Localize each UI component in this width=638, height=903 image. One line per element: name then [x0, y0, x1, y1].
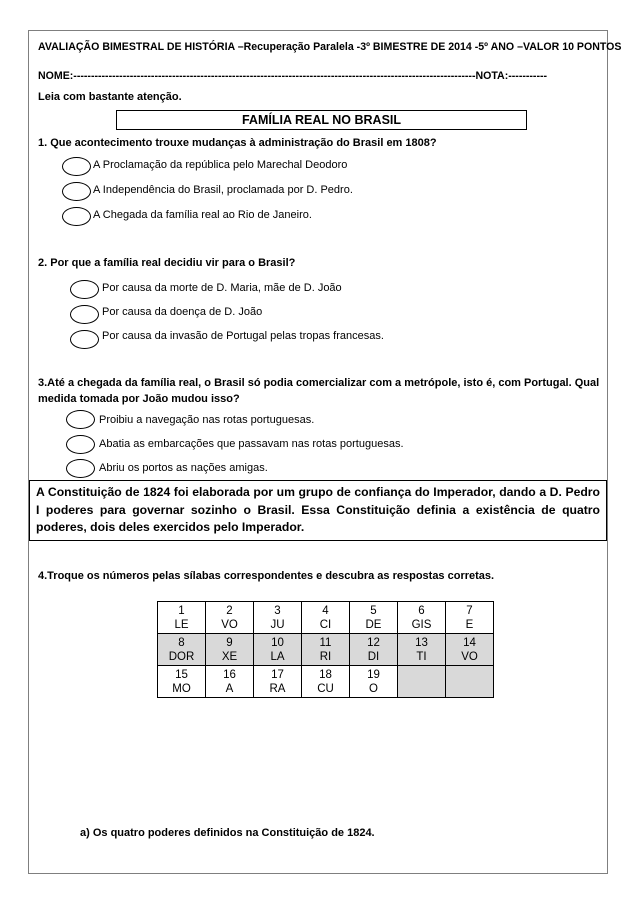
syllable-cell — [350, 666, 398, 698]
answer-bubble[interactable] — [62, 182, 91, 201]
cell-number: 12 — [367, 636, 380, 649]
syllable-cell — [254, 602, 302, 634]
cell-number: 1 — [178, 604, 185, 617]
cell-syllable: CI — [319, 618, 332, 631]
syllable-cell — [398, 634, 446, 666]
question-3-line-1: 3.Até a chegada da família real, o Brasil só podia comercializar com a metrópole, isto é, com Portugal. Qual — [38, 377, 600, 389]
syllable-table — [157, 601, 494, 698]
cell-number: 8 — [178, 636, 185, 649]
cell-number: 9 — [226, 636, 233, 649]
answer-bubble[interactable] — [66, 410, 95, 429]
answer-bubble[interactable] — [62, 207, 91, 226]
cell-number: 19 — [367, 668, 380, 681]
empty-cell — [398, 666, 446, 698]
cell-number: 10 — [271, 636, 284, 649]
option-text: A Independência do Brasil, proclamada por D. Pedro. — [93, 184, 353, 196]
syllable-cell — [158, 634, 206, 666]
syllable-cell — [158, 602, 206, 634]
answer-bubble[interactable] — [70, 330, 99, 349]
cell-number: 6 — [418, 604, 425, 617]
cell-syllable: TI — [416, 650, 427, 663]
cell-syllable: O — [369, 682, 378, 695]
answer-bubble[interactable] — [70, 305, 99, 324]
option-text: Por causa da invasão de Portugal pelas tropas francesas. — [102, 330, 384, 342]
cell-syllable: E — [465, 618, 474, 631]
empty-cell — [446, 666, 494, 698]
syllable-cell — [254, 666, 302, 698]
option-text: Abatia as embarcações que passavam nas rotas portuguesas. — [99, 438, 404, 450]
cell-syllable: DOR — [168, 650, 195, 663]
instruction: Leia com bastante atenção. — [38, 91, 182, 103]
cell-syllable: VO — [221, 618, 238, 631]
syllable-cell — [302, 634, 350, 666]
option-text: Proibiu a navegação nas rotas portuguesas. — [99, 414, 315, 426]
answer-bubble[interactable] — [62, 157, 91, 176]
answer-bubble[interactable] — [66, 435, 95, 454]
cell-syllable: XE — [221, 650, 238, 663]
exam-header: AVALIAÇÃO BIMESTRAL DE HISTÓRIA –Recuperação Paralela -3º BIMESTRE DE 2014 -5º ANO –VALOR 10 PONTOS — [38, 41, 622, 53]
cell-syllable: RA — [269, 682, 286, 695]
option-text: Abriu os portos as nações amigas. — [99, 462, 268, 474]
syllable-cell — [446, 634, 494, 666]
syllable-cell — [158, 666, 206, 698]
syllable-cell — [350, 602, 398, 634]
cell-syllable: A — [225, 682, 234, 695]
syllable-cell — [350, 634, 398, 666]
cell-syllable: CU — [317, 682, 334, 695]
constitution-note: A Constituição de 1824 foi elaborada por um grupo de confiança do Imperador, dando a D. Pedro I poderes para governar sozinho o Brasil. Essa Constituição definia a existência de quatro poderes, dois deles exercidos pelo Imperador. — [29, 480, 607, 541]
option-text: Por causa da morte de D. Maria, mãe de D. João — [102, 282, 342, 294]
cell-number: 15 — [175, 668, 188, 681]
cell-syllable: MO — [172, 682, 191, 695]
syllable-cell — [302, 666, 350, 698]
syllable-cell — [206, 666, 254, 698]
cell-number: 14 — [463, 636, 476, 649]
syllable-cell — [398, 602, 446, 634]
table-row — [158, 634, 494, 666]
syllable-cell — [254, 634, 302, 666]
table-row — [158, 666, 494, 698]
cell-syllable: DE — [365, 618, 382, 631]
cell-number: 3 — [274, 604, 281, 617]
option-text: A Chegada da família real ao Rio de Janeiro. — [93, 209, 312, 221]
cell-syllable: GIS — [411, 618, 432, 631]
cell-syllable: LE — [174, 618, 189, 631]
cell-syllable: VO — [461, 650, 478, 663]
cell-number: 13 — [415, 636, 428, 649]
answer-bubble[interactable] — [70, 280, 99, 299]
cell-syllable: JU — [270, 618, 285, 631]
cell-syllable: LA — [270, 650, 285, 663]
page-border — [28, 30, 608, 874]
section-banner: FAMÍLIA REAL NO BRASIL — [116, 110, 527, 130]
question-1: 1. Que acontecimento trouxe mudanças à administração do Brasil em 1808? — [38, 137, 437, 149]
syllable-cell — [302, 602, 350, 634]
cell-number: 16 — [223, 668, 236, 681]
syllable-cell — [446, 602, 494, 634]
cell-number: 17 — [271, 668, 284, 681]
cell-syllable: DI — [367, 650, 380, 663]
syllable-cell — [206, 602, 254, 634]
question-2: 2. Por que a família real decidiu vir para o Brasil? — [38, 257, 296, 269]
name-grade-line: NOME:------------------------------------------------------------------------------------------------------------------NOTA:----------- — [38, 70, 548, 82]
sub-question-a: a) Os quatro poderes definidos na Constituição de 1824. — [80, 827, 375, 839]
cell-number: 5 — [370, 604, 377, 617]
cell-syllable: RI — [319, 650, 332, 663]
option-text: A Proclamação da república pelo Marechal Deodoro — [93, 159, 348, 171]
cell-number: 7 — [466, 604, 473, 617]
cell-number: 18 — [319, 668, 332, 681]
cell-number: 4 — [322, 604, 329, 617]
cell-number: 11 — [319, 636, 332, 649]
syllable-cell — [206, 634, 254, 666]
answer-bubble[interactable] — [66, 459, 95, 478]
question-4: 4.Troque os números pelas sílabas correspondentes e descubra as respostas corretas. — [38, 570, 495, 582]
cell-number: 2 — [226, 604, 233, 617]
question-3-line-2: medida tomada por João mudou isso? — [38, 393, 240, 405]
table-row — [158, 602, 494, 634]
option-text: Por causa da doença de D. João — [102, 306, 263, 318]
